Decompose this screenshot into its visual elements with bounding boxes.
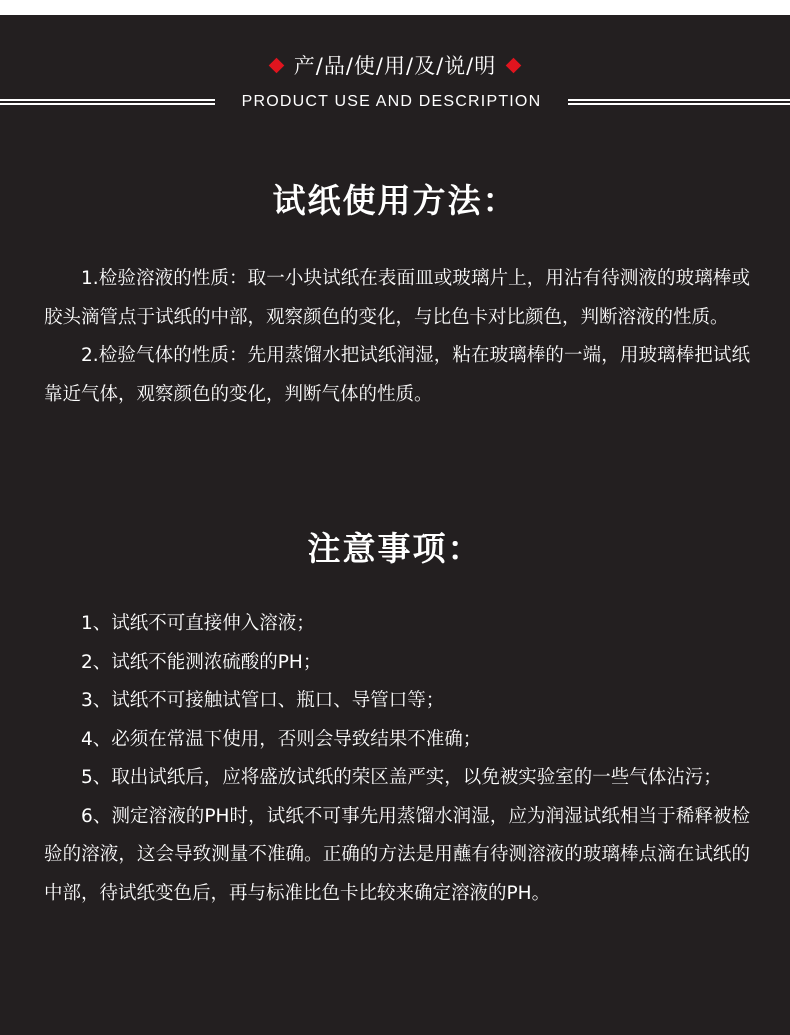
note-item-1: 1、试纸不可直接伸入溶液；: [81, 613, 315, 634]
usage-text: [44, 260, 750, 414]
red-diamond-right-icon: [506, 57, 522, 73]
double-rule-right: [568, 99, 790, 105]
usage-paragraph-liquid: 1.检验溶液的性质：取一小块试纸在表面皿或玻璃片上，用沾有待测液的玻璃棒或胶头滴管点于试纸的中部，观察颜色的变化，与比色卡对比颜色，判断溶液的性质。: [44, 268, 750, 328]
double-rule-left: [0, 99, 215, 105]
notes-heading: 注意事项：: [307, 529, 483, 568]
top-white-strip: [0, 0, 790, 15]
note-item-2: 2、试纸不能测浓硫酸的PH；: [81, 651, 322, 673]
red-diamond-left-icon: [268, 57, 284, 73]
header-cn-title: 产/品/使/用/及/说/明: [293, 54, 497, 78]
usage-heading: 试纸使用方法：: [272, 181, 518, 220]
note-item-3: 3、试纸不可接触试管口、瓶口、导管口等；: [81, 690, 445, 711]
section-header-en: [0, 89, 790, 117]
note-item-4: 4、必须在常温下使用，否则会导致结果不准确；: [81, 728, 482, 750]
section-header-cn: [0, 49, 790, 81]
description-panel: [0, 15, 790, 1035]
header-en-title: PRODUCT USE AND DESCRIPTION: [241, 93, 542, 110]
notes-list: [44, 605, 750, 913]
note-item-5: 5、取出试纸后，应将盛放试纸的荣区盖严实，以免被实验室的一些气体沾污；: [81, 767, 722, 788]
note-item-6: 6、测定溶液的PH时，试纸不可事先用蒸馏水润湿，应为润湿试纸相当于稀释被检验的溶液，这会导致测量不准确。正确的方法是用蘸有待测溶液的玻璃棒点滴在试纸的中部，待试纸变色后，再与标准比色卡比较来确定溶液的PH。: [44, 805, 750, 904]
usage-paragraph-gas: 2.检验气体的性质：先用蒸馏水把试纸润湿，粘在玻璃棒的一端，用玻璃棒把试纸靠近气体，观察颜色的变化，判断气体的性质。: [44, 345, 750, 405]
